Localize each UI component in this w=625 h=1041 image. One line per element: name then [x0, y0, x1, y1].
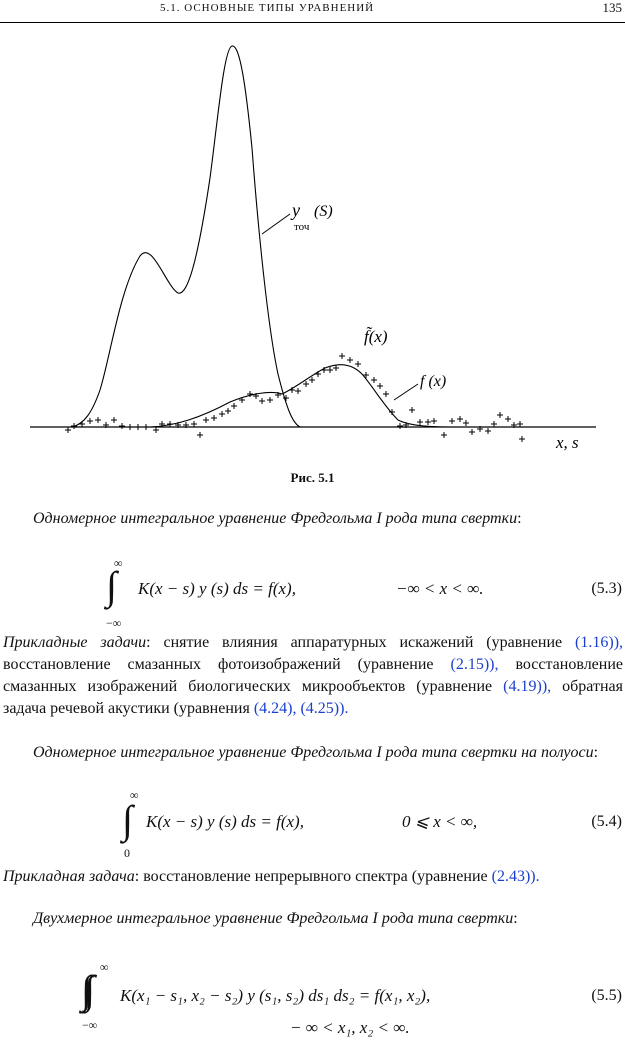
plus-marker — [211, 415, 217, 421]
plus-marker — [71, 423, 77, 429]
p2-text-c: восстановление смазанных изображений биологических микрообъектов (уравнение — [3, 656, 624, 695]
ref-2-43[interactable]: (2.43)). — [491, 868, 540, 885]
eq55-number: (5.5) — [591, 987, 622, 1004]
plus-marker — [111, 417, 117, 423]
paragraph-3 — [3, 742, 623, 764]
plus-marker — [289, 387, 295, 393]
plus-marker — [491, 421, 497, 427]
plus-marker — [355, 361, 361, 367]
plus-marker — [225, 408, 231, 414]
plus-marker — [87, 418, 93, 424]
figure-5-1 — [0, 28, 625, 468]
p3-colon: : — [593, 744, 599, 761]
plus-marker — [315, 371, 321, 377]
plus-marker — [371, 377, 377, 383]
plus-marker — [197, 432, 203, 438]
p2-heading: Прикладные задачи — [3, 634, 147, 651]
figure-caption: Рис. 5.1 — [290, 470, 335, 485]
plus-marker — [339, 353, 345, 359]
plus-marker — [303, 381, 309, 387]
ref-4-19[interactable]: (4.19)), — [503, 678, 552, 695]
plus-marker — [347, 357, 353, 363]
plus-marker — [377, 383, 383, 389]
plus-marker — [441, 432, 447, 438]
plus-marker — [469, 429, 475, 435]
plus-marker — [219, 411, 225, 417]
p2-text-b: восстановление смазанных фотоизображений (уравнение — [3, 656, 451, 673]
label-leader-y — [262, 214, 290, 234]
plus-marker — [119, 423, 125, 429]
curve-f — [150, 365, 455, 427]
label-leader-f — [394, 384, 418, 400]
plus-marker — [191, 421, 197, 427]
plus-marker — [389, 409, 395, 415]
label-x-s-axis: x, s — [556, 433, 579, 452]
plus-marker — [153, 427, 159, 433]
plus-marker — [127, 424, 133, 430]
plus-marker — [143, 424, 149, 430]
label-y-sub: точ — [294, 221, 310, 233]
eq55-body: K(x₁ − s₁, x₂ − s₂) y (s₁, s₂) ds₁ ds₂ = f(x₁, x₂), — [120, 986, 431, 1005]
label-y-true: y — [292, 200, 300, 220]
plus-marker — [135, 424, 141, 430]
p5-heading: Двухмерное интегральное уравнение Фредгольма I рода типа свертки — [33, 910, 514, 927]
integral-sign: ∫ — [106, 563, 117, 608]
plus-marker — [79, 421, 85, 427]
eq54-condition: 0 ⩽ x < ∞, — [402, 812, 478, 831]
paragraph-1 — [3, 508, 623, 530]
plus-marker — [409, 407, 415, 413]
label-y-arg: (S) — [314, 203, 333, 220]
ref-1-16[interactable]: (1.16)), — [575, 634, 624, 651]
eq55-upper-limit: ∞ — [100, 960, 109, 974]
plus-marker — [95, 417, 101, 423]
eq54-lower-limit: 0 — [124, 846, 130, 860]
plus-marker — [519, 436, 525, 442]
page-number: 135 — [602, 0, 622, 15]
p2-text-d: обратная задача речевой акустики (уравнения — [3, 678, 623, 717]
eq54-body: K(x − s) y (s) ds = f(x), — [146, 812, 304, 831]
section-title: 5.1. ОСНОВНЫЕ ТИПЫ УРАВНЕНИЙ — [160, 2, 375, 14]
plus-marker — [267, 397, 273, 403]
plus-marker — [485, 428, 491, 434]
plus-marker — [457, 416, 463, 422]
eq53-upper-limit: ∞ — [114, 556, 123, 570]
p5-colon: : — [513, 910, 518, 927]
plus-marker — [431, 418, 437, 424]
plus-marker — [309, 377, 315, 383]
plus-marker — [259, 398, 265, 404]
plus-marker — [517, 421, 523, 427]
plus-marker — [65, 427, 71, 433]
paragraph-4 — [3, 866, 623, 888]
eq53-number: (5.3) — [591, 580, 622, 597]
label-ftilde: f̃(x) — [364, 327, 388, 346]
integral-sign: ∫ — [122, 797, 133, 842]
plus-marker — [463, 420, 469, 426]
p4-heading: Прикладная задача — [3, 868, 135, 885]
plus-marker — [397, 423, 403, 429]
plus-marker — [203, 417, 209, 423]
eq54-number: (5.4) — [591, 813, 622, 830]
curve-y-true — [72, 46, 300, 427]
plus-marker — [295, 388, 301, 394]
eq53-body: K(x − s) y (s) ds = f(x), — [138, 579, 296, 598]
eq53-condition: −∞ < x < ∞. — [396, 579, 484, 598]
p2-text-a: : снятие влияния аппаратурных искажений (уравнение — [146, 634, 576, 651]
plus-marker — [505, 416, 511, 422]
plus-marker — [383, 391, 389, 397]
eq55-condition: − ∞ < x₁, x₂ < ∞. — [290, 1018, 410, 1037]
plus-marker — [497, 412, 503, 418]
p1-colon: : — [517, 510, 522, 527]
eq54-upper-limit: ∞ — [130, 788, 139, 802]
plus-marker — [327, 367, 333, 373]
paragraph-2 — [3, 632, 623, 720]
data-points-ftilde — [65, 353, 525, 442]
plus-marker — [425, 419, 431, 425]
paragraph-5 — [3, 908, 623, 930]
ref-2-15[interactable]: (2.15)), — [450, 656, 499, 673]
running-header — [0, 0, 625, 23]
eq53-lower-limit: −∞ — [106, 616, 122, 630]
p4-text-a: : восстановление непрерывного спектра (уравнение — [134, 868, 492, 885]
plus-marker — [449, 418, 455, 424]
plus-marker — [417, 419, 423, 425]
plus-marker — [231, 403, 237, 409]
p3-heading: Одномерное интегральное уравнение Фредгольма I рода типа свертки на полуоси — [33, 744, 594, 761]
plus-marker — [167, 421, 173, 427]
eq55-lower-limit: −∞ — [82, 1018, 98, 1032]
p1-heading: Одномерное интегральное уравнение Фредгольма I рода типа свертки — [33, 510, 518, 527]
label-f: f (x) — [420, 373, 447, 390]
ref-4-24-4-25[interactable]: (4.24), (4.25)). — [253, 700, 349, 717]
